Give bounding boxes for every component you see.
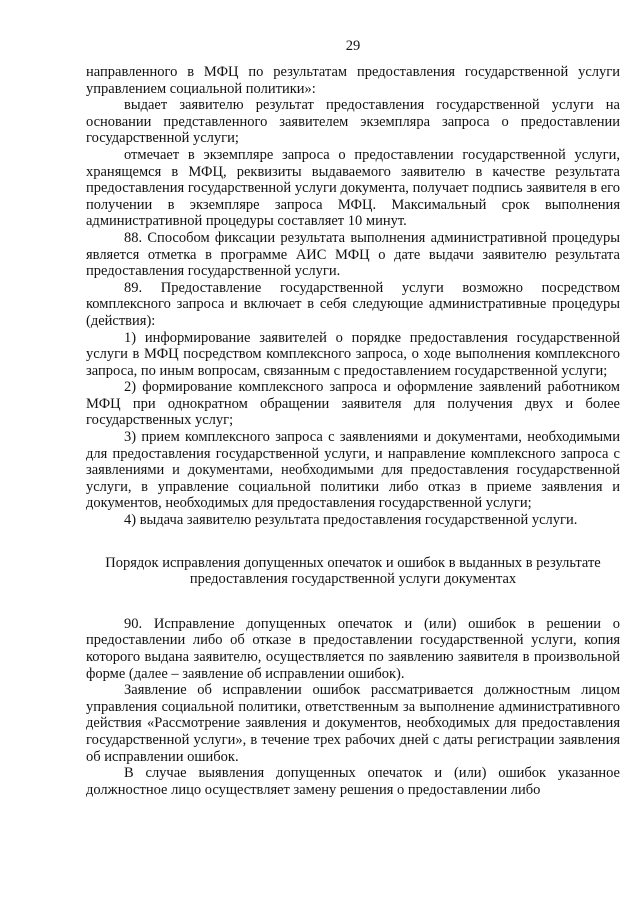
paragraphs-bottom — [86, 616, 620, 799]
list-item: 1) информирование заявителей о порядке предоставления государственной услуги в МФЦ посредством комплексного запроса, о ходе выполнения комплексного запроса, по иным вопросам, связанным с предоставлением государственной услуги; — [86, 329, 620, 379]
paragraph: направленного в МФЦ по результатам предоставления государственной услуги управлением социальной политики»: — [86, 64, 620, 97]
paragraph: 88. Способом фиксации результата выполнения административной процедуры является отметка в программе АИС МФЦ о дате выдачи заявителю результата предоставления государственной услуги. — [86, 229, 620, 280]
paragraph: выдает заявителю результат предоставления государственной услуги на основании представленного заявителем экземпляра запроса о предоставлении государственной услуги; — [86, 97, 620, 147]
paragraph: 89. Предоставление государственной услуги возможно посредством комплексного запроса и включает в себя следующие административные процедуры (действия): — [86, 279, 620, 329]
list-item: 4) выдача заявителю результата предоставления государственной услуги. — [124, 512, 578, 529]
list-item: 2) формирование комплексного запроса и оформление заявлений работником МФЦ при однократном обращении заявителя для получения двух и более государственных услуг; — [86, 379, 620, 429]
document-body — [86, 64, 620, 798]
paragraph: В случае выявления допущенных опечаток и (или) ошибок указанное должностное лицо осуществляет замену решения о предоставлении либо — [86, 765, 620, 798]
paragraph: 90. Исправление допущенных опечаток и (или) ошибок в решении о предоставлении либо об отказе в предоставлении государственной услуги, копия которого выдана заявителю, осуществляется по заявлению заявителя в произвольной форме (далее – заявление об исправлении ошибок). — [86, 615, 620, 682]
page-number: 29 — [345, 38, 361, 54]
list-item: 3) прием комплексного запроса с заявлениями и документами, необходимыми для предоставления государственной услуги, и направление комплексного запроса с заявлениями и документами, необходимыми для предоставления государственной услуги, в управление социальной политики либо отказ в приеме заявления и документов, необходимых для предоставления государственной услуги; — [86, 429, 620, 512]
section-heading: Порядок исправления допущенных опечаток и ошибок в выданных в результате предоставления государственной услуги документах — [105, 554, 601, 588]
paragraph: отмечает в экземпляре запроса о предоставлении государственной услуги, хранящемся в МФЦ, реквизиты выдаваемого заявителю в качестве результата предоставления государственной услуги документа, получает подпись заявителя в его получении в экземпляре запроса МФЦ. Максимальный срок выполнения административной процедуры составляет 10 минут. — [86, 146, 620, 230]
paragraph: Заявление об исправлении ошибок рассматривается должностным лицом управления социальной политики, ответственным за выполнение административного действия «Рассмотрение заявления и документов, необходимых для предоставления государственной услуги», в течение трех рабочих дней с даты регистрации заявления об исправлении ошибок. — [86, 682, 620, 765]
paragraphs-top — [86, 64, 620, 529]
